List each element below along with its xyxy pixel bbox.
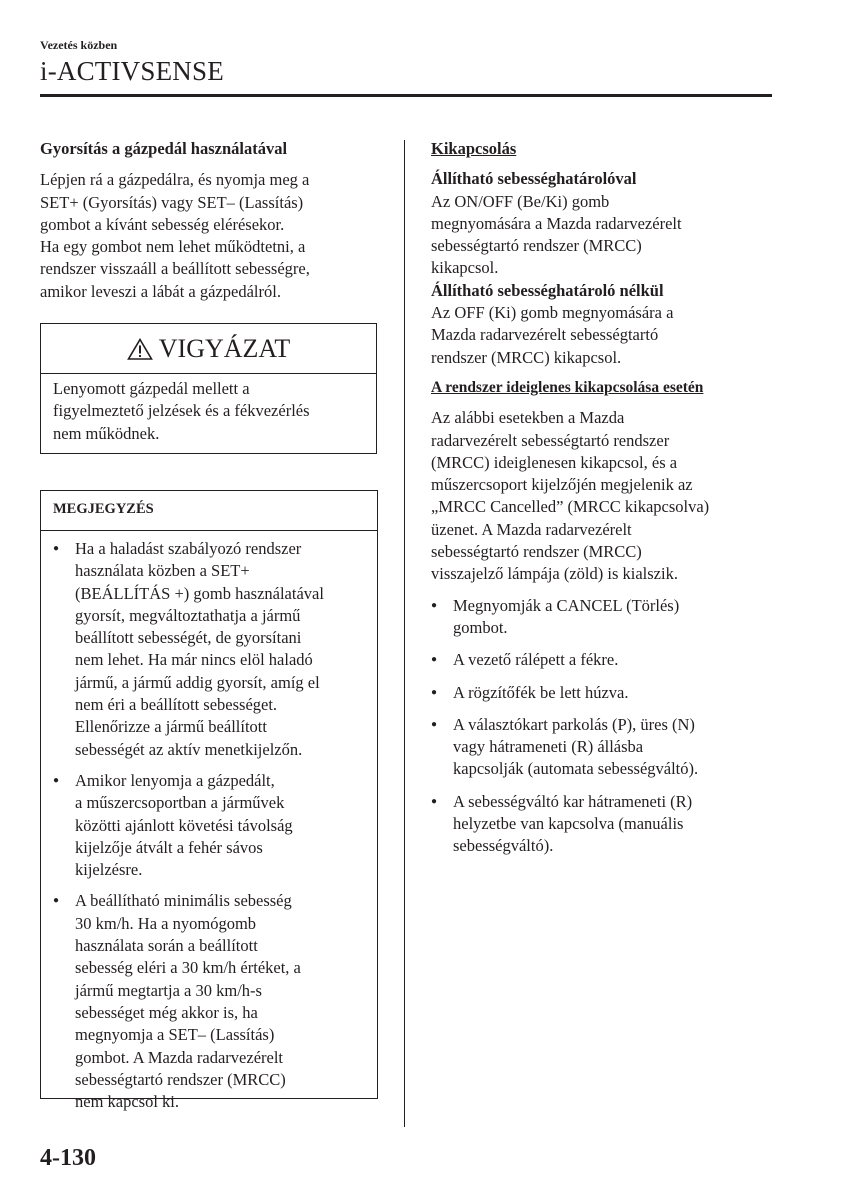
warning-triangle-icon [127, 338, 153, 360]
list-line: kijelzésre. [75, 860, 143, 880]
note-box [40, 490, 378, 1112]
list-line: Ellenőrizze a jármű beállított [75, 717, 267, 737]
list-line: használata során a beállított [75, 936, 258, 956]
paragraph-line: Ha egy gombot nem lehet működtetni, a [40, 237, 306, 257]
list-item [53, 890, 367, 1113]
warning-header [41, 324, 376, 374]
body-line: Mazda radarvezérelt sebességtartó [431, 325, 659, 345]
list-line: beállított sebességét, de gyorsítani [75, 628, 302, 648]
list-line: sebességtartó rendszer (MRCC) [75, 1069, 286, 1089]
list-line: kijelzője átvált a fehér sávos [75, 837, 263, 857]
list-line: ● A beállítható minimális sebesség [75, 891, 292, 911]
body-line: (MRCC) ideiglenesen kikapcsol, és a [431, 452, 678, 472]
list-line: nem éri a beállított sebességet. [75, 695, 278, 715]
body-line: visszajelző lámpája (zöld) is kialszik. [431, 564, 678, 584]
cancel-conditions-list [431, 595, 776, 858]
left-paragraph [40, 169, 380, 303]
list-line: sebességet még akkor is, ha [75, 1002, 258, 1022]
list-item [431, 649, 776, 671]
body-line: sebességtartó rendszer (MRCC) [431, 542, 642, 562]
paragraph-line: amikor leveszi a lábát a gázpedálról. [40, 281, 281, 301]
list-item [431, 791, 776, 858]
body-line: Az alábbi esetekben a Mazda [431, 408, 625, 428]
list-line: sebességváltó). [453, 836, 554, 856]
body-line: radarvezérelt sebességtartó rendszer [431, 430, 670, 450]
left-heading: Gyorsítás a gázpedál használatával [40, 139, 288, 158]
list-line: ● Megnyomják a CANCEL (Törlés) [453, 595, 680, 615]
list-line: jármű megtartja a 30 km/h-s [75, 980, 262, 1000]
list-line: ● A vezető rálépett a fékre. [453, 650, 619, 670]
list-item [431, 714, 776, 781]
list-line: gombot. A Mazda radarvezérelt [75, 1047, 283, 1067]
list-line: ● A sebességváltó kar hátrameneti (R) [453, 791, 693, 811]
list-line: jármű, a jármű addig gyorsít, amíg el [75, 672, 320, 692]
list-line: gyorsít, megváltoztathatja a jármű [75, 605, 301, 625]
list-item [53, 538, 367, 761]
right-column [431, 138, 776, 868]
list-item [431, 595, 776, 640]
list-item [431, 682, 776, 704]
list-line: kapcsolják (automata sebességváltó). [453, 759, 699, 779]
body-line: „MRCC Cancelled” (MRCC kikapcsolva) [431, 497, 710, 517]
warning-box [40, 323, 377, 454]
list-line: ● A választókart parkolás (P), üres (N) [453, 714, 695, 734]
subsection-body [431, 191, 776, 280]
warning-body [41, 374, 376, 445]
body-line: Az ON/OFF (Be/Ki) gomb [431, 191, 610, 211]
list-line: (BEÁLLÍTÁS +) gomb használatával [75, 583, 324, 603]
list-line: ● Amikor lenyomja a gázpedált, [75, 770, 275, 790]
paragraph-line: SET+ (Gyorsítás) vagy SET– (Lassítás) [40, 192, 304, 212]
list-item [53, 770, 367, 881]
paragraph-line: gombot a kívánt sebesség elérésekor. [40, 214, 285, 234]
note-title: MEGJEGYZÉS [41, 491, 377, 531]
subsection-title: Állítható sebességhatárolóval [431, 169, 637, 189]
list-line: használata közben a SET+ [75, 561, 250, 581]
list-line: vagy hátrameneti (R) állásba [453, 737, 644, 757]
warning-line: Lenyomott gázpedál mellett a [53, 379, 250, 398]
list-line: sebességét az aktív menetkijelzőn. [75, 739, 303, 759]
body-line: üzenet. A Mazda radarvezérelt [431, 519, 632, 539]
right-heading: Kikapcsolás [431, 139, 517, 158]
list-line: gombot. [453, 617, 508, 637]
subsection-title: A rendszer ideiglenes kikapcsolása esetén [431, 378, 704, 396]
column-divider [404, 140, 405, 1127]
subsection-title: Állítható sebességhatároló nélkül [431, 280, 664, 300]
body-line: megnyomására a Mazda radarvezérelt [431, 213, 682, 233]
body-line: Az OFF (Ki) gomb megnyomására a [431, 303, 674, 323]
left-column [40, 138, 380, 303]
body-line: kikapcsol. [431, 258, 499, 278]
page-number: 4-130 [40, 1145, 96, 1171]
list-line: ● Ha a haladást szabályozó rendszer [75, 539, 302, 558]
body-line: műszercsoport kijelzőjén megjelenik az [431, 475, 693, 495]
list-line: megnyomja a SET– (Lassítás) [75, 1025, 275, 1045]
warning-line: figyelmeztető jelzések és a fékvezérlés [53, 401, 310, 421]
list-line: nem lehet. Ha már nincs elöl haladó [75, 650, 313, 670]
body-line: sebességtartó rendszer (MRCC) [431, 236, 642, 256]
warning-line: nem működnek. [53, 423, 160, 443]
warning-title: VIGYÁZAT [158, 333, 291, 363]
note-list [41, 531, 377, 1113]
list-line: a műszercsoportban a járművek [75, 793, 285, 813]
paragraph-line: rendszer visszaáll a beállított sebességre, [40, 259, 310, 279]
subsection-body [431, 407, 776, 585]
list-line: sebesség eléri a 30 km/h értéket, a [75, 958, 301, 978]
subsection-body [431, 302, 776, 369]
paragraph-line: Lépjen rá a gázpedálra, és nyomja meg a [40, 170, 310, 190]
list-line: helyzetbe van kapcsolva (manuális [453, 814, 684, 834]
list-line: ● A rögzítőfék be lett húzva. [453, 682, 629, 702]
section-label: Vezetés közben [40, 38, 118, 52]
page-title: i-ACTIVSENSE [40, 56, 224, 86]
body-line: rendszer (MRCC) kikapcsol. [431, 347, 622, 367]
list-line: 30 km/h. Ha a nyomógomb [75, 913, 257, 933]
list-line: közötti ajánlott követési távolság [75, 815, 293, 835]
header-rule [40, 94, 772, 97]
list-line: nem kapcsol ki. [75, 1092, 180, 1112]
